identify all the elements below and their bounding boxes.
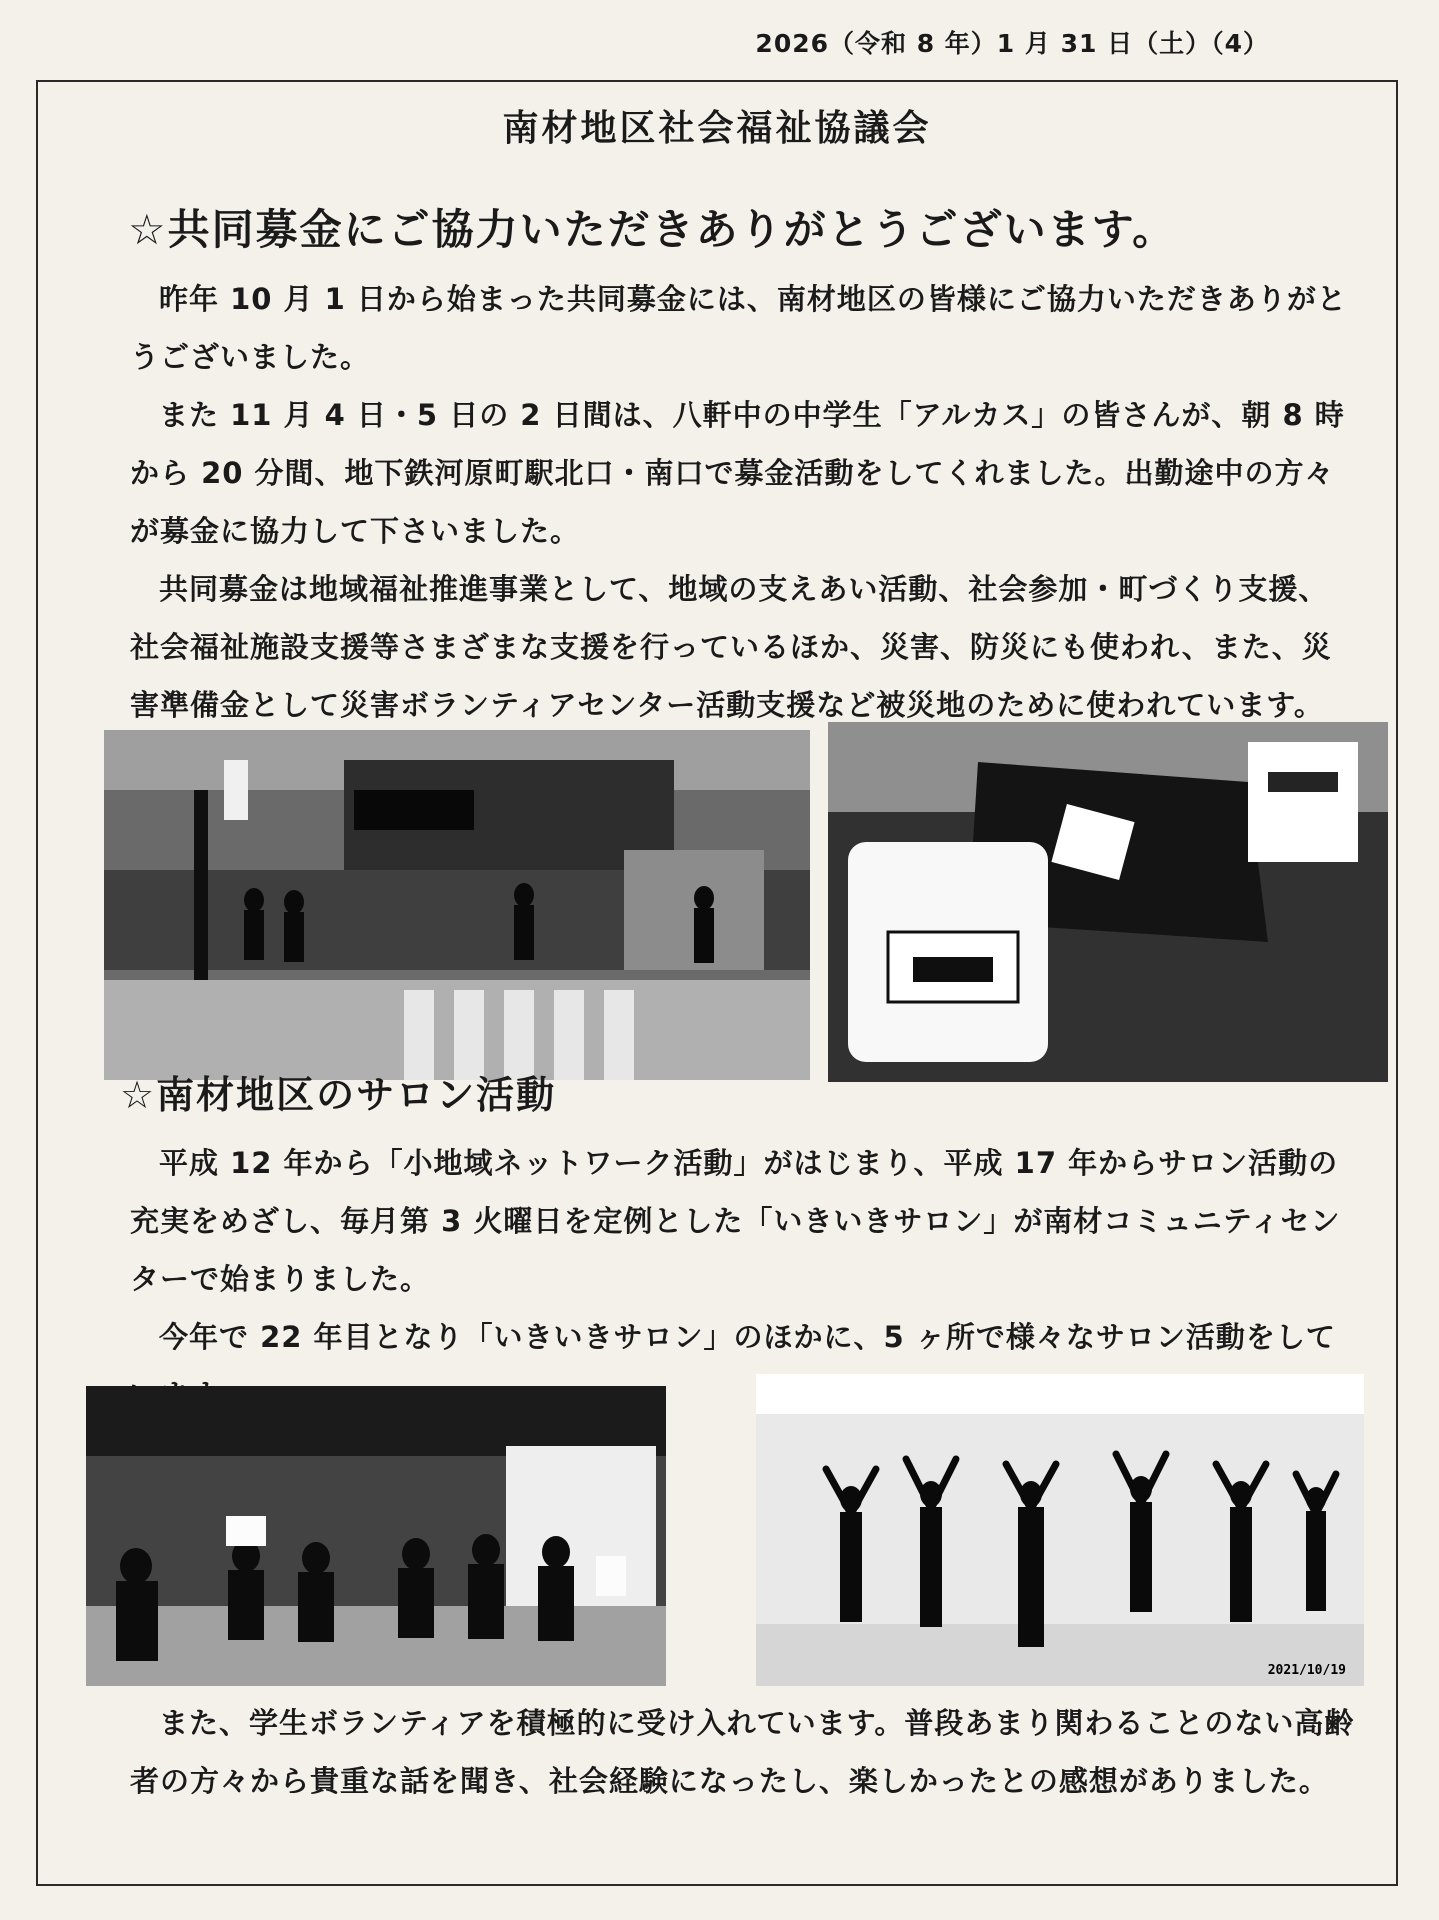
paragraph-students: また 11 月 4 日・5 日の 2 日間は、八軒中の中学生「アルカス」の皆さんが、朝 8 時から 20 分間、地下鉄河原町駅北口・南口で募金活動をしてくれました。出勤途中の方々が募金に協力して下さいました。 <box>130 398 1345 548</box>
paragraph-thanks: 昨年 10 月 1 日から始まった共同募金には、南材地区の皆様にご協力いただきありがとうございました。 <box>130 282 1347 374</box>
organization-title: 南材地区社会福祉協議会 <box>502 108 932 149</box>
section-heading-salon: ☆南材地区のサロン活動 <box>120 1073 557 1117</box>
photo-donation-box <box>828 722 1388 1082</box>
section-heading-fundraising: ☆共同募金にご協力いただきありがとうございます。 <box>128 205 1177 254</box>
paragraph-salon-now: 今年で 22 年目となり「いきいきサロン」のほかに、5 ヶ所で様々なサロン活動をして <box>159 1320 1336 1354</box>
photo-date-stamp: 2021/10/19 <box>1267 1663 1346 1678</box>
photo-station-fundraising <box>104 730 810 1080</box>
article-frame <box>36 80 1398 1886</box>
paragraph-student-volunteers: また、学生ボランティアを積極的に受け入れています。普段あまり関わることのない高齢者の方々から貴重な話を聞き、社会経験になったし、楽しかったとの感想がありました。 <box>130 1706 1355 1798</box>
issue-date: 2026（令和 8 年）1 月 31 日（土）（4） <box>755 29 1269 58</box>
photo-salon-exercise <box>756 1374 1364 1686</box>
photo-salon-meeting <box>86 1386 666 1686</box>
paragraph-salon-history: 平成 12 年から「小地域ネットワーク活動」がはじまり、平成 17 年からサロン活動の充実をめざし、毎月第 3 火曜日を定例とした「いきいきサロン」が南材コミュニティセンターで始まりました。 <box>130 1146 1341 1296</box>
paragraph-usage: 共同募金は地域福祉推進事業として、地域の支えあい活動、社会参加・町づくり支援、社会福祉施設支援等さまざまな支援を行っているほか、災害、防災にも使われ、また、災害準備金として災害ボランティアセンター活動支援など被災地のために使われています。 <box>130 572 1332 722</box>
